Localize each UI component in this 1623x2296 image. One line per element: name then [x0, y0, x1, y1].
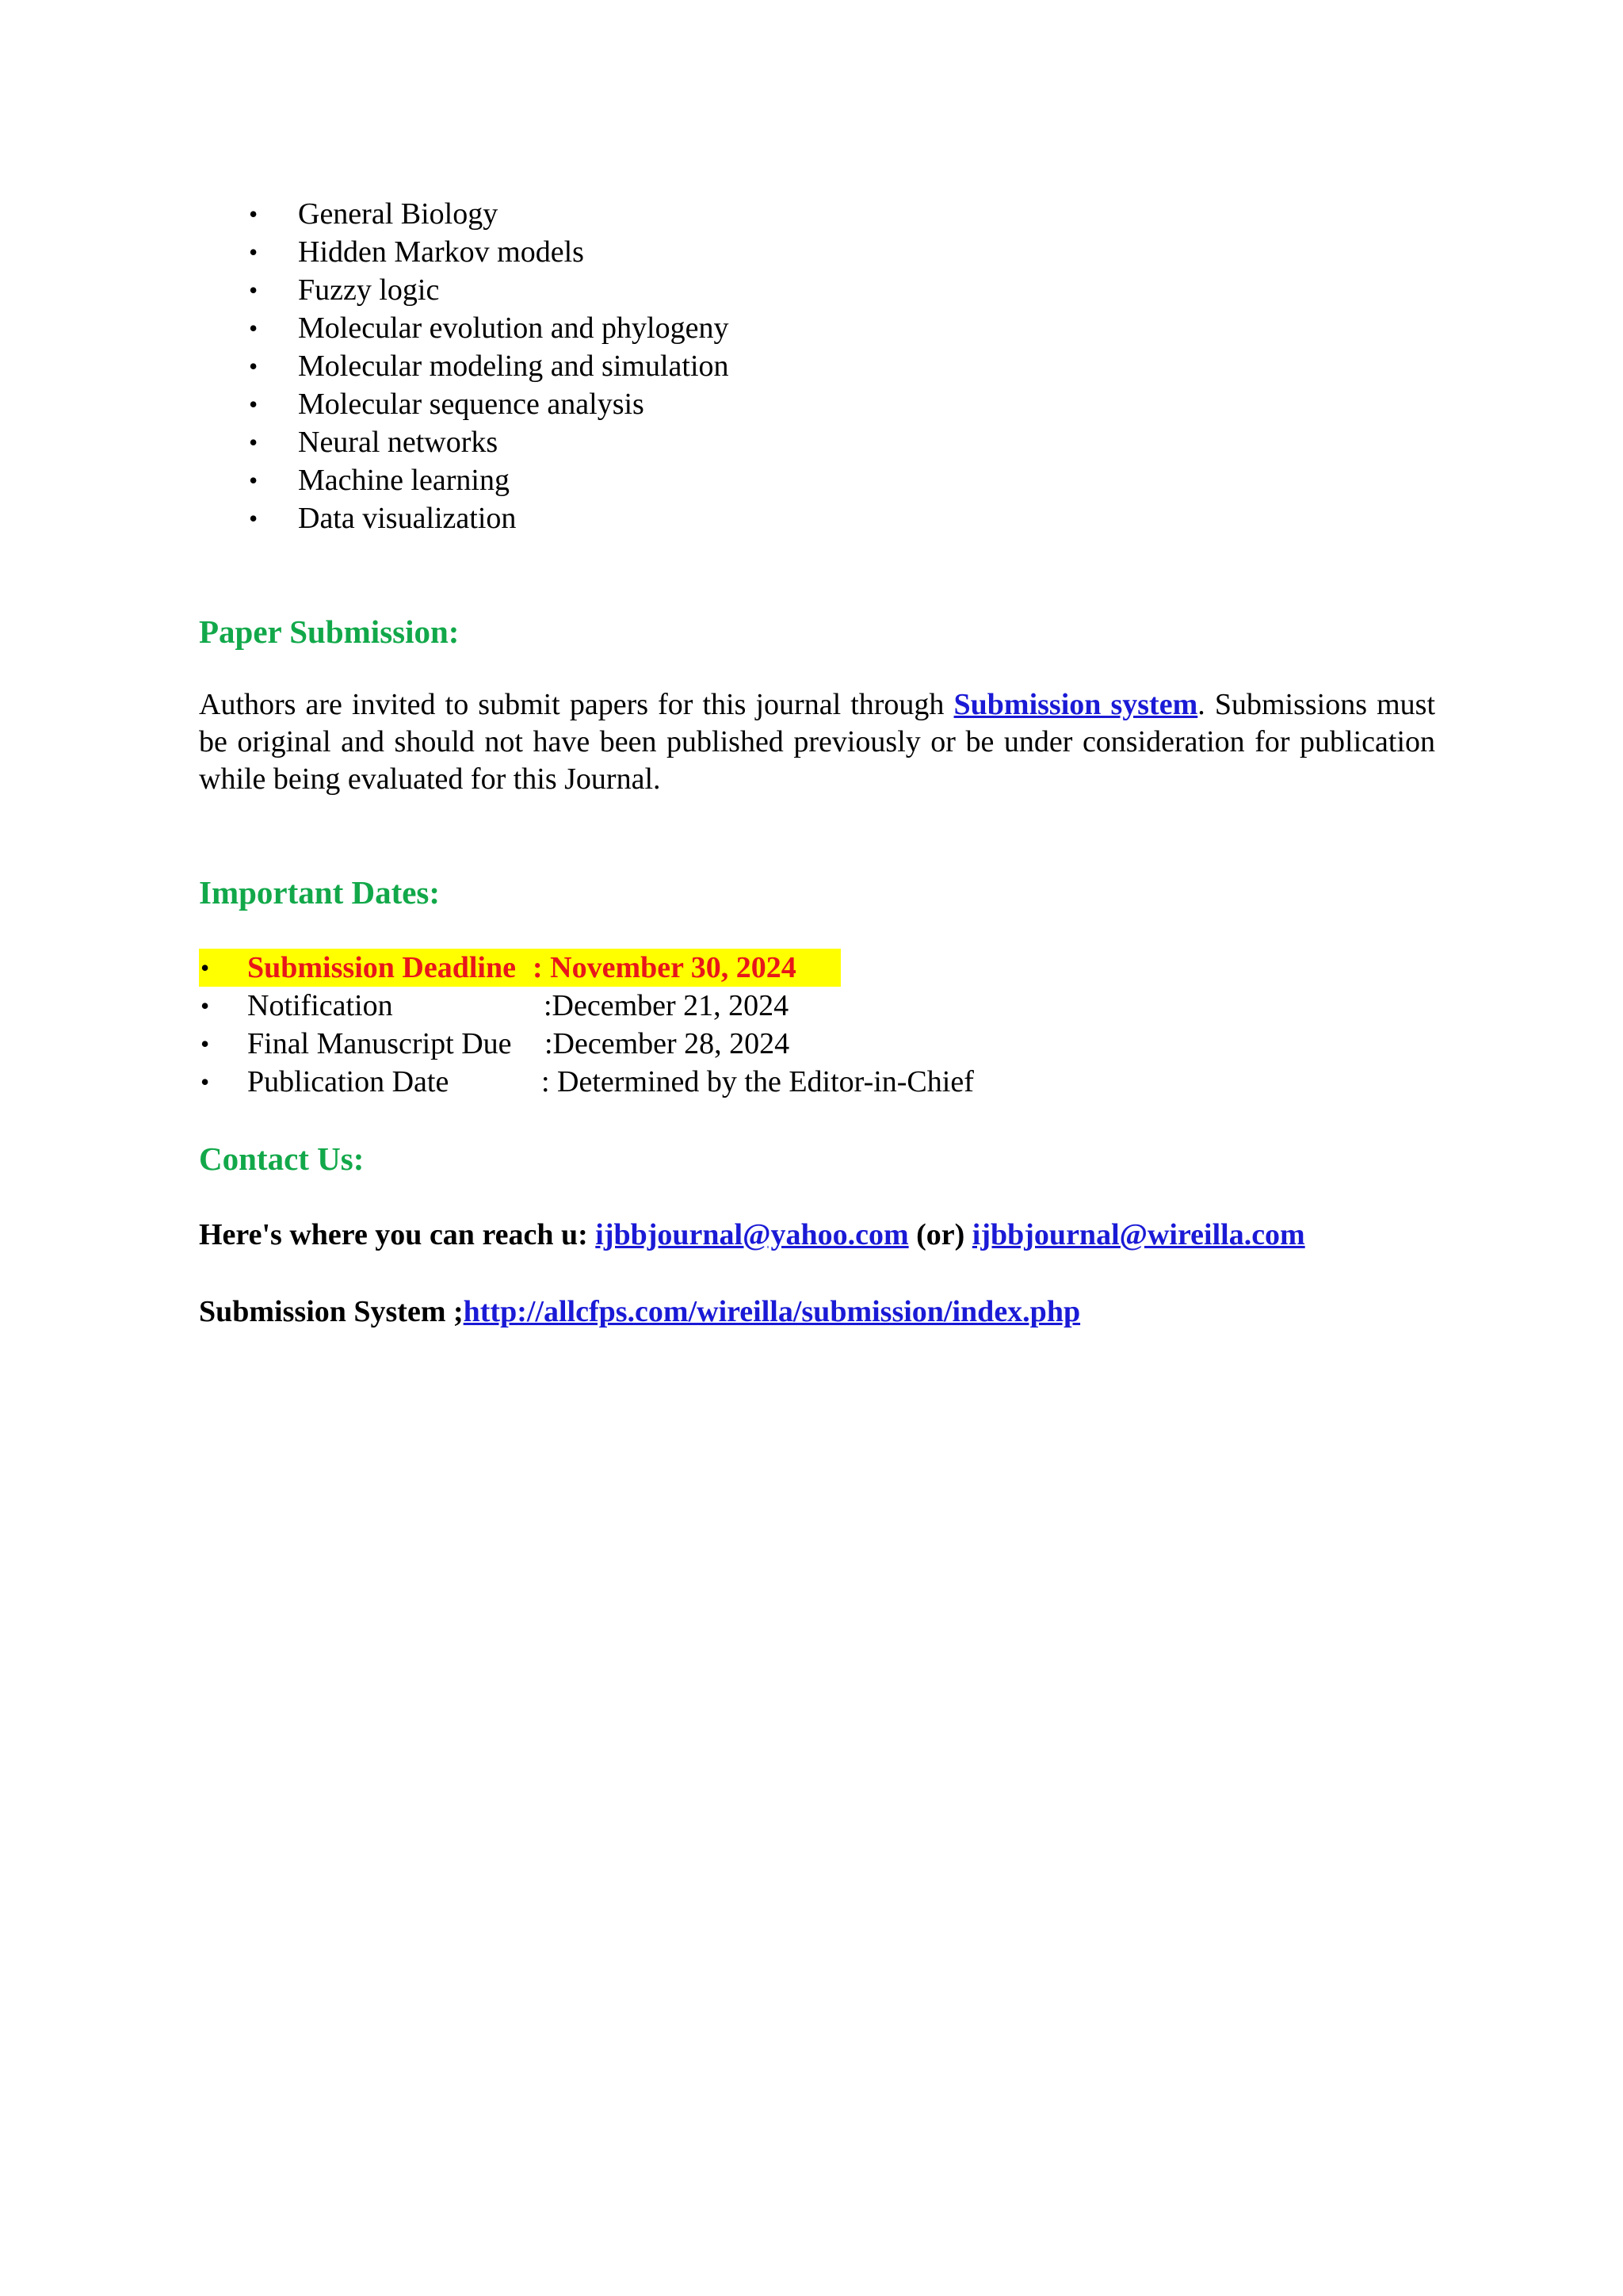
bullet-icon: • [249, 352, 258, 380]
bullet-icon: • [200, 953, 210, 982]
bullet-icon: • [249, 238, 258, 266]
submission-system-link[interactable]: Submission system [953, 688, 1198, 721]
email-link-yahoo[interactable]: ijbbjournal@yahoo.com [595, 1218, 909, 1251]
topics-list [199, 195, 1435, 537]
bullet-icon: • [249, 200, 258, 228]
list-item: • Fuzzy logic [250, 271, 1435, 309]
notification-value: :December 21, 2024 [544, 989, 789, 1022]
list-item: • Molecular evolution and phylogeny [250, 309, 1435, 347]
paper-submission-paragraph: Authors are invited to submit papers for this journal through Submission system. Submissions must be original and should not have been published previously or be under consideration for publication while being evaluated for this Journal. [199, 688, 1436, 796]
contact-line: Here's where you can reach u: ijbbjournal@yahoo.com (or) ijbbjournal@wireilla.com [199, 1218, 1305, 1251]
submission-system-url-link[interactable]: http://allcfps.com/wireilla/submission/index.php [463, 1295, 1081, 1328]
bullet-icon: • [249, 428, 258, 457]
list-item: • Molecular sequence analysis [250, 385, 1435, 423]
contact-us-heading: Contact Us: [199, 1140, 365, 1177]
important-dates-heading: Important Dates: [199, 874, 441, 911]
bullet-icon: • [249, 466, 258, 495]
bullet-icon: • [249, 390, 258, 418]
email-link-wireilla[interactable]: ijbbjournal@wireilla.com [972, 1218, 1305, 1251]
final-manuscript-value: :December 28, 2024 [544, 1027, 790, 1060]
notification-label: Notification [247, 989, 393, 1022]
list-item-final-manuscript [199, 1025, 1435, 1063]
publication-date-value: : Determined by the Editor-in-Chief [541, 1065, 974, 1098]
list-item-notification [199, 987, 1435, 1025]
submission-system-line: Submission System ;http://allcfps.com/wireilla/submission/index.php [199, 1295, 1081, 1328]
final-manuscript-label: Final Manuscript Due [247, 1027, 512, 1060]
deadline-value: : November 30, 2024 [533, 951, 796, 984]
list-item: • General Biology [250, 195, 1435, 233]
important-dates-list [199, 949, 1435, 1101]
list-item: • Data visualization [250, 499, 1435, 537]
publication-date-label: Publication Date [247, 1065, 449, 1098]
bullet-icon: • [200, 1030, 210, 1058]
bullet-icon: • [249, 314, 258, 342]
bullet-icon: • [249, 504, 258, 533]
document-page [199, 195, 1435, 1331]
list-item-publication-date [199, 1063, 1435, 1101]
bullet-icon: • [200, 1068, 210, 1096]
paper-submission-heading: Paper Submission: [199, 613, 460, 650]
deadline-label: Submission Deadline [247, 951, 516, 984]
bullet-icon: • [249, 276, 258, 304]
bullet-icon: • [200, 991, 210, 1020]
list-item: • Hidden Markov models [250, 233, 1435, 271]
list-item: • Neural networks [250, 423, 1435, 461]
list-item-submission-deadline [199, 949, 1435, 987]
list-item: • Machine learning [250, 461, 1435, 499]
list-item: • Molecular modeling and simulation [250, 347, 1435, 385]
